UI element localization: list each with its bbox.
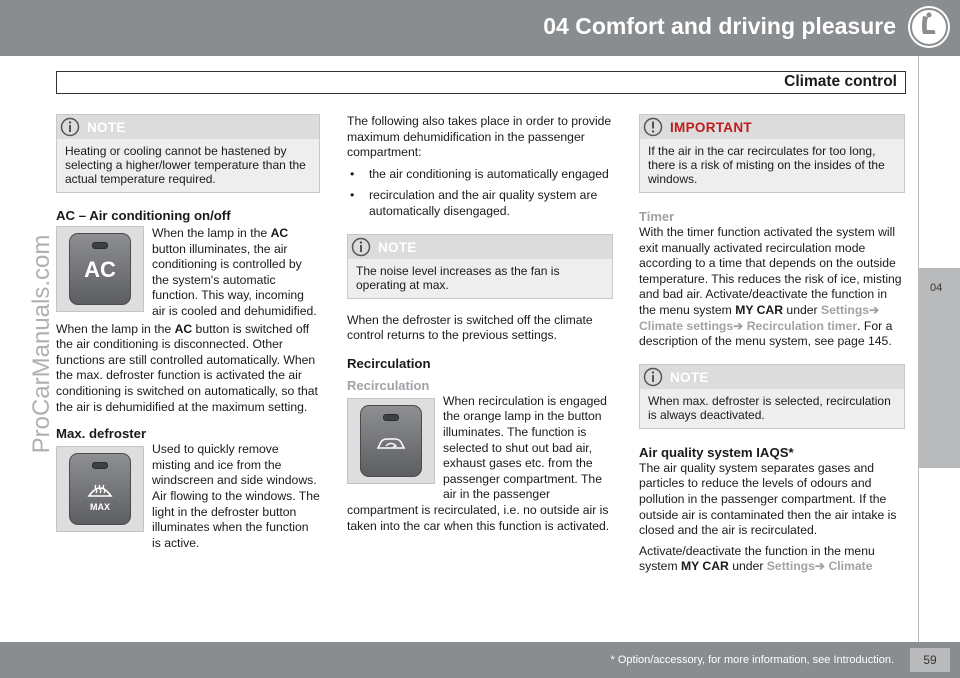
note-text: Heating or cooling cannot be hastened by selecting a higher/lower temperature than the actual temperature required. <box>65 144 306 186</box>
column-3 <box>639 114 905 575</box>
note-header <box>348 235 612 259</box>
timer-heading: Timer <box>639 209 675 224</box>
chapter-tab <box>918 268 960 468</box>
air-quality-heading: Air quality system IAQS* <box>639 444 794 460</box>
recirculation-description: When recirculation is engaged the orange lamp in the button illuminates. The function is selected to shut out bad air, exhaust gases etc. from the passenger compartment. The air in the passenger compartment is recirculated, i.e. no outside air is taken into the car when this function is activated. <box>347 393 610 533</box>
important-header <box>640 115 904 139</box>
defroster-button-figure <box>56 446 144 532</box>
column-2 <box>347 114 613 534</box>
header-bar <box>0 0 960 56</box>
column-1 <box>56 114 320 551</box>
note-header <box>640 365 904 389</box>
recirculation-heading: Recirculation <box>347 355 431 371</box>
important-label: IMPORTANT <box>670 120 752 135</box>
note-header <box>57 115 319 139</box>
watermark: ProCarManuals.com <box>28 234 55 454</box>
ac-button-label: AC <box>84 257 116 282</box>
important-box <box>639 114 905 193</box>
info-icon <box>60 117 80 137</box>
dehumidify-intro: The following also takes place in order to provide maximum dehumidification in the passenger compartment: <box>347 114 612 160</box>
defroster-description: Used to quickly remove misting and ice from the windscreen and side windows. Air flowing to the windows. The light in the defroster button illuminates when the function is active. <box>152 442 320 550</box>
recirculation-button-figure <box>347 398 435 484</box>
section-header-box <box>56 71 906 94</box>
air-quality-menu-path: Settings➔ Climate <box>766 559 873 574</box>
note-label: NOTE <box>378 239 417 255</box>
info-icon <box>643 367 663 387</box>
ac-heading: AC – Air conditioning on/off <box>56 208 231 223</box>
note-box <box>347 234 613 299</box>
section-title: Climate control <box>784 73 897 90</box>
chapter-tab-label: 04 <box>930 282 943 294</box>
chapter-title: 04 Comfort and driving pleasure <box>543 13 896 39</box>
important-text: If the air in the car recirculates for too long, there is a risk of misting on the insides of the windows. <box>648 144 885 186</box>
recirculation-subheading: Recirculation <box>347 377 430 393</box>
list-item: • the air conditioning is automatically engaged <box>347 167 613 183</box>
defroster-off-text: When the defroster is switched off the climate control returns to the previous settings. <box>347 312 593 343</box>
seat-icon <box>908 6 950 48</box>
note-text: The noise level increases as the fan is operating at max. <box>356 263 560 292</box>
ac-paragraph-2: When the lamp in the AC button is switched off the air conditioning is disconnected. Other functions are still controlled automatically. When the max. defroster function is activated the air conditioning is switched on automatically, so that the air is dehumidified at the maximum setting. <box>56 321 318 414</box>
footnote: * Option/accessory, for more information, see Introduction. <box>610 654 894 666</box>
ac-description: When the lamp in the AC button illuminates, the air conditioning is controlled by the system's automatic function. This way, incoming air is cooled and dehumidified. <box>152 226 317 318</box>
defroster-button-image <box>69 453 131 525</box>
note-text: When max. defroster is selected, recirculation is always deactivated. <box>648 393 891 422</box>
ac-button-image <box>69 233 131 305</box>
dehumidify-list <box>347 167 613 220</box>
defroster-heading: Max. defroster <box>56 426 147 442</box>
ac-button-figure <box>56 226 144 312</box>
defroster-button-label: MAX <box>90 502 110 513</box>
windscreen-defrost-icon <box>87 480 113 498</box>
air-quality-activate: Activate/deactivate the function in the menu system MY CAR under Settings➔ Climate <box>639 543 875 574</box>
note-box <box>56 114 320 193</box>
note-label: NOTE <box>670 369 709 385</box>
list-item: • recirculation and the air quality system are automatically disengaged. <box>347 188 613 219</box>
recirculation-button-image <box>360 405 422 477</box>
recirculation-icon <box>375 436 407 452</box>
note-box <box>639 364 905 429</box>
warning-icon <box>643 117 663 137</box>
air-quality-description: The air quality system separates gases and particles to reduce the levels of odours and pollution in the passenger compartment. If the outside air is contaminated then the air intake is closed and the air is recirculated. <box>639 460 897 538</box>
footer-bar <box>0 642 960 678</box>
note-label: NOTE <box>87 120 126 135</box>
info-icon <box>351 237 371 257</box>
timer-menu-path: Settings➔ Climate settings➔ Recirculation timer <box>639 302 880 333</box>
page-number-box <box>910 648 950 672</box>
page-number: 59 <box>923 653 937 667</box>
timer-description: With the timer function activated the system will exit manually activated recirculation mode according to a time that depends on the outside temperature. This reduces the risk of ice, misting and bad air. Activate/deactivate the function in the menu system MY CAR under Settings➔ Climate settings➔ Recirculation timer. For a description of the menu system, see page 145. <box>639 225 902 349</box>
